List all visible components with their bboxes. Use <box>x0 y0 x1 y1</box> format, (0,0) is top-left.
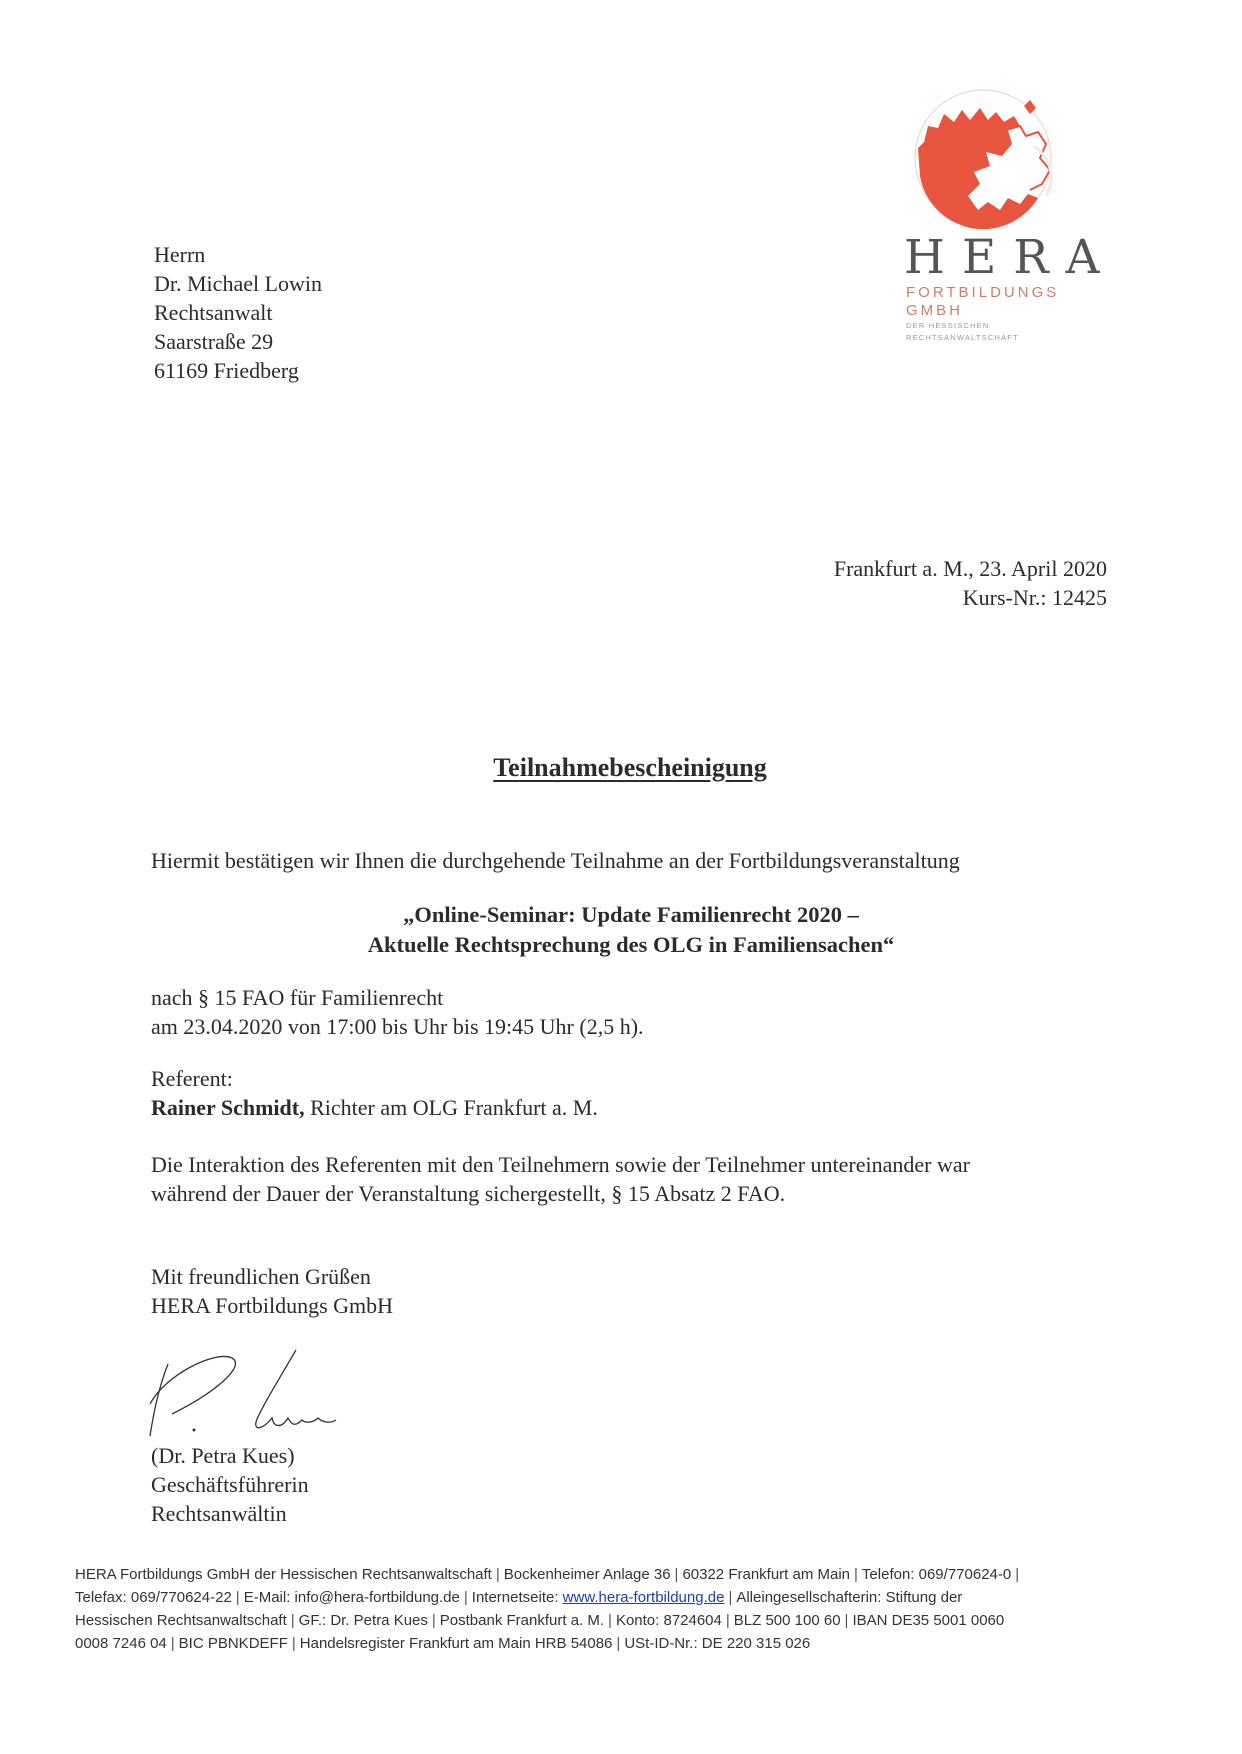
signer-title: Rechtsanwältin <box>151 1501 287 1526</box>
footer-fax: Telefax: 069/770624-22 <box>75 1589 232 1606</box>
referent-name: Rainer Schmidt, <box>151 1095 305 1120</box>
event-details <box>151 983 644 1041</box>
address-line: 61169 Friedberg <box>154 358 299 383</box>
footer-city: 60322 Frankfurt am Main <box>682 1566 851 1583</box>
footer-iban-cont: 0008 7246 04 <box>75 1635 167 1652</box>
hera-emblem-icon <box>908 86 1078 236</box>
footer-blz: BLZ 500 100 60 <box>733 1612 841 1629</box>
document-title: Teilnahmebescheinigung <box>493 753 767 782</box>
footer-ceo: GF.: Dr. Petra Kues <box>298 1612 428 1629</box>
place-date: Frankfurt a. M., 23. April 2020 <box>833 556 1107 581</box>
closing-block <box>151 1262 393 1320</box>
footer-company: HERA Fortbildungs GmbH der Hessischen Rechtsanwaltschaft <box>75 1566 492 1583</box>
details-line: nach § 15 FAO für Familienrecht <box>151 985 444 1010</box>
date-block <box>834 554 1107 612</box>
referent-block <box>151 1064 598 1122</box>
logo-subtitle: FORTBILDUNGS GMBH <box>906 284 1060 319</box>
course-number: Kurs-Nr.: 12425 <box>962 585 1107 610</box>
letter-footer <box>75 1563 1175 1655</box>
footer-bank: Postbank Frankfurt a. M. <box>439 1612 605 1629</box>
seminar-title-line: „Online-Seminar: Update Familienrecht 2020 – <box>403 902 859 927</box>
footer-email: E-Mail: info@hera-fortbildung.de <box>243 1589 460 1606</box>
address-line: Dr. Michael Lowin <box>154 271 323 296</box>
footer-line: HERA Fortbildungs GmbH der Hessischen Rechtsanwaltschaft | Bockenheimer Anlage 36 | 60322 Frankfurt am Main | Telefon: 069/770624-0 | <box>75 1566 1020 1583</box>
logo-tagline: DER HESSISCHEN RECHTSANWALTSCHAFT <box>906 321 1019 342</box>
footer-owner-cont: Hessischen Rechtsanwaltschaft <box>75 1612 287 1629</box>
seminar-title-line: Aktuelle Rechtsprechung des OLG in Familiensachen“ <box>367 932 895 957</box>
address-line: Rechtsanwalt <box>154 300 273 325</box>
referent-line <box>151 1093 598 1122</box>
recipient-address <box>154 240 322 385</box>
footer-line: Hessischen Rechtsanwaltschaft | GF.: Dr. Petra Kues | Postbank Frankfurt a. M. | Konto: 8724604 | BLZ 500 100 60 | IBAN DE35 5001 0060 <box>75 1612 1005 1629</box>
footer-line: 0008 7246 04 | BIC PBNKDEFF | Handelsregister Frankfurt am Main HRB 54086 | USt-ID-Nr.: DE 220 315 026 <box>75 1635 811 1652</box>
referent-role: Richter am OLG Frankfurt a. M. <box>304 1095 598 1120</box>
closing-line: HERA Fortbildungs GmbH <box>151 1293 394 1318</box>
closing-line: Mit freundlichen Grüßen <box>151 1264 371 1289</box>
address-line: Saarstraße 29 <box>154 329 274 354</box>
footer-register: Handelsregister Frankfurt am Main HRB 54086 <box>299 1635 613 1652</box>
footer-phone: Telefon: 069/770624-0 <box>861 1566 1012 1583</box>
intro-text: Hiermit bestätigen wir Ihnen die durchgehende Teilnahme an der Fortbildungsveranstaltung <box>151 848 960 873</box>
seminar-title <box>0 900 1242 960</box>
interaction-line: während der Dauer der Veranstaltung sichergestellt, § 15 Absatz 2 FAO. <box>151 1181 786 1206</box>
interaction-paragraph <box>151 1150 1111 1208</box>
signer-name: (Dr. Petra Kues) <box>151 1443 295 1468</box>
signer-title: Geschäftsführerin <box>151 1472 309 1497</box>
footer-iban: IBAN DE35 5001 0060 <box>852 1612 1005 1629</box>
referent-label: Referent: <box>151 1066 233 1091</box>
hera-logo <box>894 86 1117 344</box>
details-line: am 23.04.2020 von 17:00 bis Uhr bis 19:45 Uhr (2,5 h). <box>151 1014 644 1039</box>
handwritten-signature <box>146 1344 376 1444</box>
footer-website-label: Internetseite: <box>471 1589 563 1606</box>
footer-bic: BIC PBNKDEFF <box>178 1635 288 1652</box>
interaction-line: Die Interaktion des Referenten mit den Teilnehmern sowie der Teilnehmer untereinander war <box>151 1152 970 1177</box>
footer-street: Bockenheimer Anlage 36 <box>503 1566 671 1583</box>
logo-wordmark: HERA <box>904 230 1117 285</box>
footer-vat-id: USt-ID-Nr.: DE 220 315 026 <box>624 1635 811 1652</box>
footer-website-link[interactable]: www.hera-fortbildung.de <box>562 1589 725 1606</box>
footer-owner: Alleingesellschafterin: Stiftung der <box>736 1589 963 1606</box>
address-line: Herrn <box>154 242 206 267</box>
signer-block <box>151 1441 309 1528</box>
footer-account: Konto: 8724604 <box>615 1612 722 1629</box>
footer-line: Telefax: 069/770624-22 | E-Mail: info@hera-fortbildung.de | Internetseite: www.hera-fortbildung.de | Alleingesellschafterin: Stiftung der <box>75 1589 963 1606</box>
